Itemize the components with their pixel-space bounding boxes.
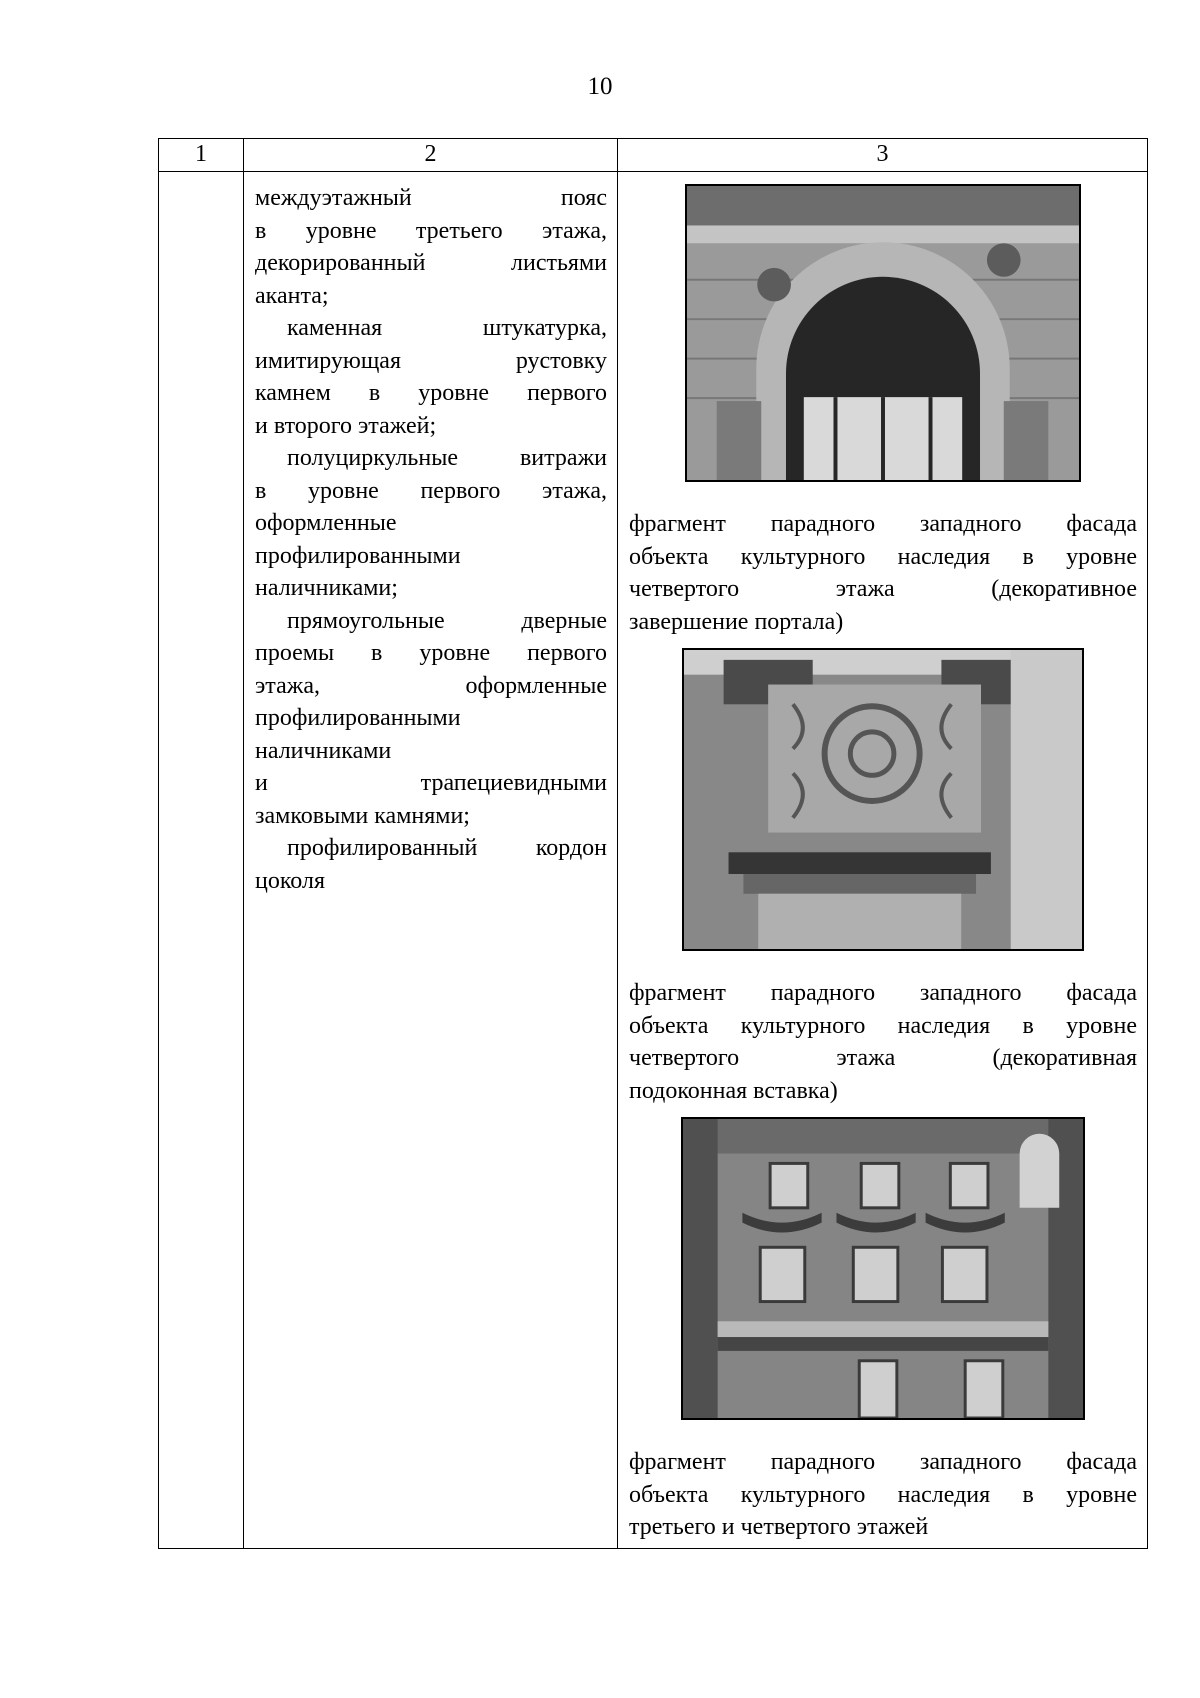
description-line: проемы в уровне первого [255,640,607,666]
description-line: камнем в уровне первого [255,380,607,406]
caption-line: четвертого этажа (декоративная [629,1045,1137,1071]
table-row [159,172,1148,1549]
figures-cell [618,172,1148,1549]
description-line: декорированный листьями [255,250,607,276]
description-line: наличниками; [255,575,398,601]
column-header-1: 1 [159,139,244,172]
photo-window-panel [682,648,1084,951]
description-line: аканта; [255,282,329,309]
cell-empty [159,172,244,1549]
description-line: профилированными [255,542,461,569]
description-line: профилированными [255,705,461,731]
description-line: и второго этажей; [255,412,437,439]
caption-line: четвертого этажа (декоративное [629,576,1137,602]
caption-line: объекта культурного наследия в уровне [629,543,1137,570]
figure-caption-1 [629,508,1137,638]
description-cell [244,172,618,1549]
description-line: в уровне третьего этажа, [255,217,607,244]
description-line: полуциркульные витражи [287,445,607,471]
description-line: имитирующая рустовку [255,347,607,374]
caption-line: фрагмент парадного западного фасада [629,511,1137,537]
caption-line: объекта культурного наследия в уровне [629,1481,1137,1508]
description-line: и трапециевидными [255,770,607,796]
figure-caption-3 [629,1446,1137,1544]
document-table [158,138,1148,1549]
description-line: наличниками [255,737,392,764]
description-text [255,182,607,897]
column-header-3: 3 [618,139,1148,172]
description-line: в уровне первого этажа, [255,477,607,504]
caption-line: объекта культурного наследия в уровне [629,1012,1137,1039]
description-line: междуэтажный пояс [255,185,607,211]
page-number: 10 [587,73,613,100]
description-line: этажа, оформленные [255,672,607,699]
description-line: прямоугольные дверные [287,607,607,634]
description-line: оформленные [255,510,397,536]
caption-line: третьего и четвертого этажей [629,1514,929,1540]
caption-line: подоконная вставка) [629,1077,838,1104]
description-line: каменная штукатурка, [287,315,607,341]
table-header-row [159,139,1148,172]
photo-facade-floors [681,1117,1085,1420]
photo-portal-crown [685,184,1081,482]
caption-line: завершение портала) [629,608,844,635]
description-line: профилированный кордон [287,835,607,861]
figure-caption-2 [629,977,1137,1107]
caption-line: фрагмент парадного западного фасада [629,980,1137,1006]
column-header-2: 2 [244,139,618,172]
description-line: замковыми камнями; [255,802,470,829]
description-line: цоколя [255,867,325,894]
caption-line: фрагмент парадного западного фасада [629,1449,1137,1475]
